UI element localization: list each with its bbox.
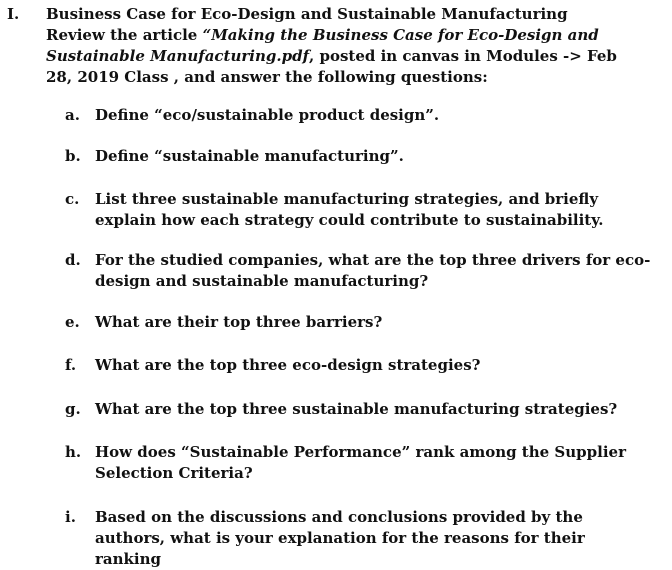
question-h [65,442,655,484]
question-text: List three sustainable manufacturing strategies, and briefly explain how each strategy could contribute to sustainability. [95,190,604,229]
question-letter: a. [65,106,80,124]
section-number: I. [7,5,20,23]
question-letter: g. [65,400,81,418]
question-text: How does “Sustainable Performance” rank among the Supplier Selection Criteria? [95,443,626,482]
question-letter: b. [65,147,81,165]
question-a [65,105,655,126]
question-letter: f. [65,356,77,374]
question-d [65,250,655,292]
intro-article-title: “Making the Business Case for Eco-Design and Sustainable Manufacturing.pdf [46,26,599,65]
question-text: What are the top three eco-design strategies? [95,356,481,374]
question-g [65,399,655,420]
question-c [65,189,655,231]
question-letter: d. [65,251,81,269]
section-intro [46,25,646,88]
question-text: Define “sustainable manufacturing”. [95,147,404,165]
question-text: Based on the discussions and conclusions provided by the authors, what is your explanation for the reasons for their ranking [95,508,585,568]
question-letter: c. [65,190,80,208]
section-title: Business Case for Eco-Design and Sustainable Manufacturing [46,5,568,23]
question-text: What are the top three sustainable manufacturing strategies? [95,400,618,418]
question-text: Define “eco/sustainable product design”. [95,106,440,124]
question-text: What are their top three barriers? [95,313,383,331]
section-body [46,4,646,88]
intro-prefix: Review the article [46,26,203,44]
question-letter: i. [65,508,76,526]
question-letter: h. [65,443,82,461]
question-text: For the studied companies, what are the top three drivers for eco-design and sustainable manufacturing? [95,251,651,290]
question-b [65,146,655,167]
intro-suffix: , posted in canvas in Modules -> Feb 28, 2019 Class , and answer the following questions: [46,47,617,86]
question-letter: e. [65,313,80,331]
question-f [65,355,655,376]
question-e [65,312,655,333]
question-i [65,507,655,570]
